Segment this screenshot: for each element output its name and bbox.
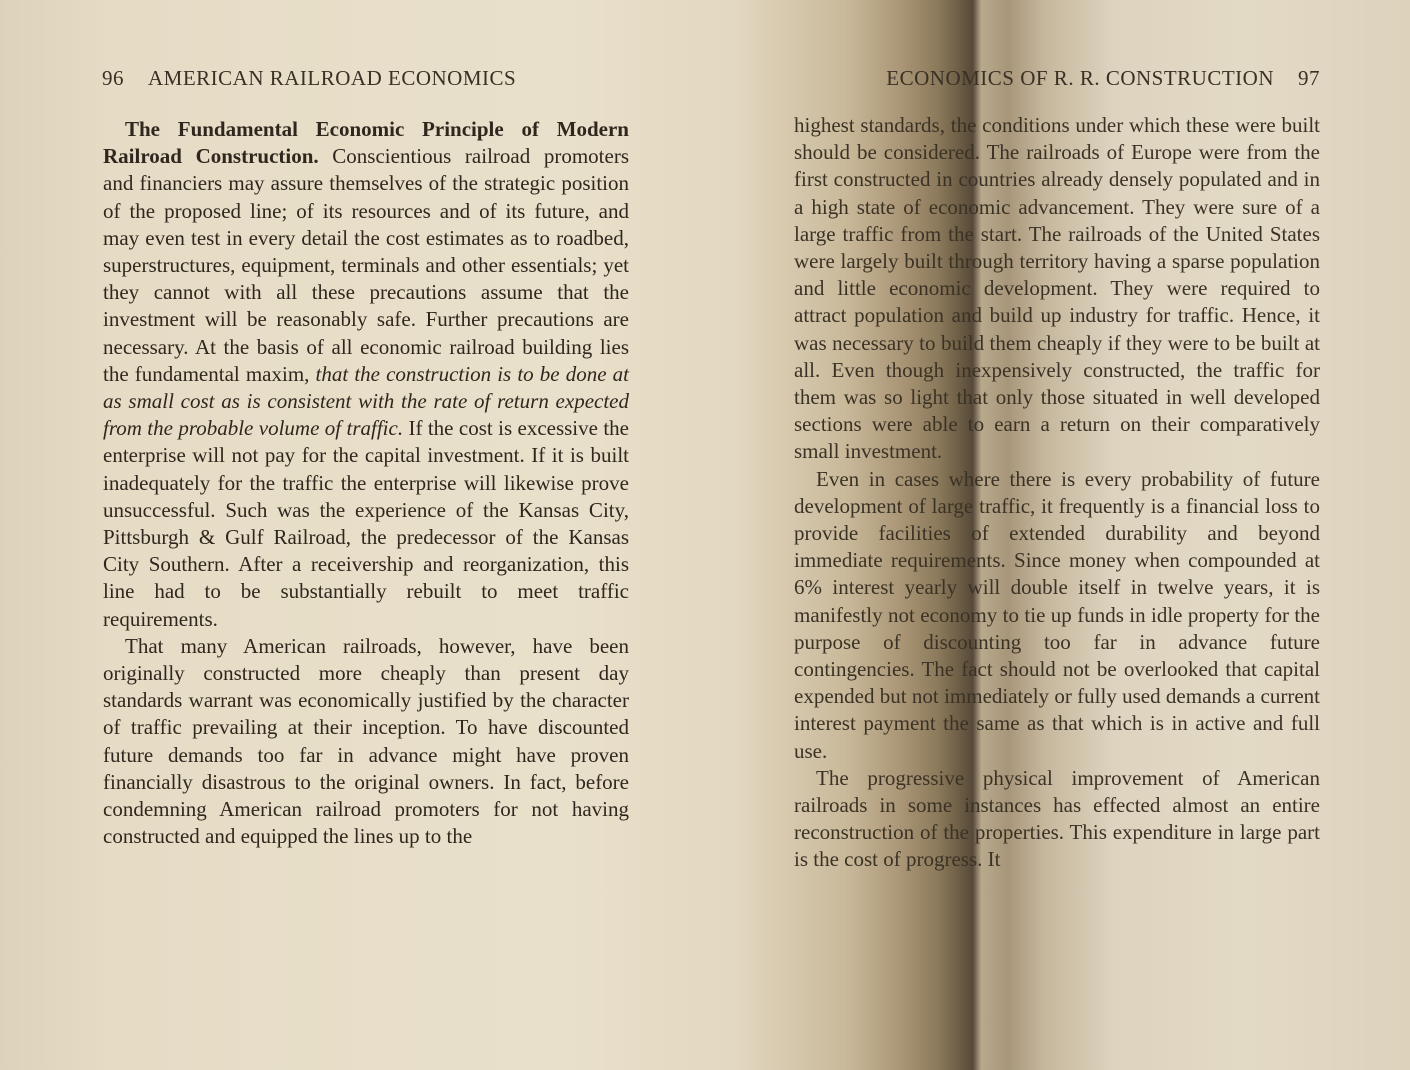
right-paragraph-2: Even in cases where there is every probability of future development of large traffic, it frequently is a financial loss to provide facilities of extended durability and beyond immediate requirements. Since money when compounded at 6% interest yearly will double itself in twelve years, it is manifestly not economy to tie up funds in idle property for the purpose of discounting too far in advance future contingencies. The fact should not be overlooked that capital expended but not immediately or fully used demands a current interest payment the same as that which is in active and full use. xyxy=(794,466,1320,763)
right-running-head-title: ECONOMICS OF R. R. CONSTRUCTION xyxy=(886,66,1274,90)
left-paragraph-2: That many American railroads, however, have been originally constructed more cheaply than present day standards warrant was economically justified by the character of traffic prevailing at their inception. To have discounted future demands too far in advance might have proven financially disastrous to the original owners. In fact, before condemning American railroad promoters for not having constructed and equipped the lines up to the xyxy=(103,633,629,849)
right-page xyxy=(700,0,1410,1070)
left-page-number: 96 xyxy=(102,66,124,90)
left-running-head xyxy=(102,66,562,91)
left-body-text xyxy=(103,116,629,850)
left-paragraph-1 xyxy=(103,116,629,633)
right-page-number: 97 xyxy=(1298,66,1320,90)
right-body-text xyxy=(794,112,1320,874)
left-paragraph-1-text-a: Conscientious railroad promoters and financiers may assure themselves of the strategic position of the proposed line; of its resources and of its future, and may even test in every detail the cost estimates as to roadbed, superstructures, equipment, terminals and other essentials; yet they cannot with all these precautions assume that the investment will be reasonably safe. Further precautions are necessary. At the basis of all economic railroad building lies the fundamental maxim, xyxy=(103,144,629,386)
right-paragraph-1: highest standards, the conditions under which these were built should be considered. The railroads of Europe were from the first constructed in countries already densely populated and in a high state of economic advancement. They were sure of a large traffic from the start. The railroads of the United States were largely built through territory having a sparse population and little economic development. They were required to attract population and build up industry for traffic. Hence, it was necessary to build them cheaply if they were to be built at all. Even though inexpensively constructed, the traffic for them was so light that only those situated in well developed sections were able to earn a return on their comparatively small investment. xyxy=(794,113,1320,464)
left-paragraph-1-text-b: If the cost is excessive the enterprise will not pay for the capital investment. If it is built inadequately for the traffic the enterprise will likewise prove unsuccessful. Such was the experience of the Kansas City, Pittsburgh & Gulf Railroad, the predecessor of the Kansas City Southern. After a receivership and reorganization, this line had to be substantially rebuilt to meet traffic requirements. xyxy=(103,416,630,631)
fundamental-maxim: that the construction is to be done at as small cost as is consistent with the rate of return expected from the probable volume of traffic. xyxy=(103,361,629,441)
section-heading: The Fundamental Economic Principle of Modern Railroad Construction. xyxy=(103,117,629,169)
right-paragraph-3: The progressive physical improvement of American railroads in some instances has effected almost an entire reconstruction of the properties. This expenditure in large part is the cost of progress. It xyxy=(794,765,1320,872)
right-running-head xyxy=(846,66,1320,91)
left-running-head-title: AMERICAN RAILROAD ECONOMICS xyxy=(148,66,517,90)
left-page xyxy=(0,0,690,1070)
